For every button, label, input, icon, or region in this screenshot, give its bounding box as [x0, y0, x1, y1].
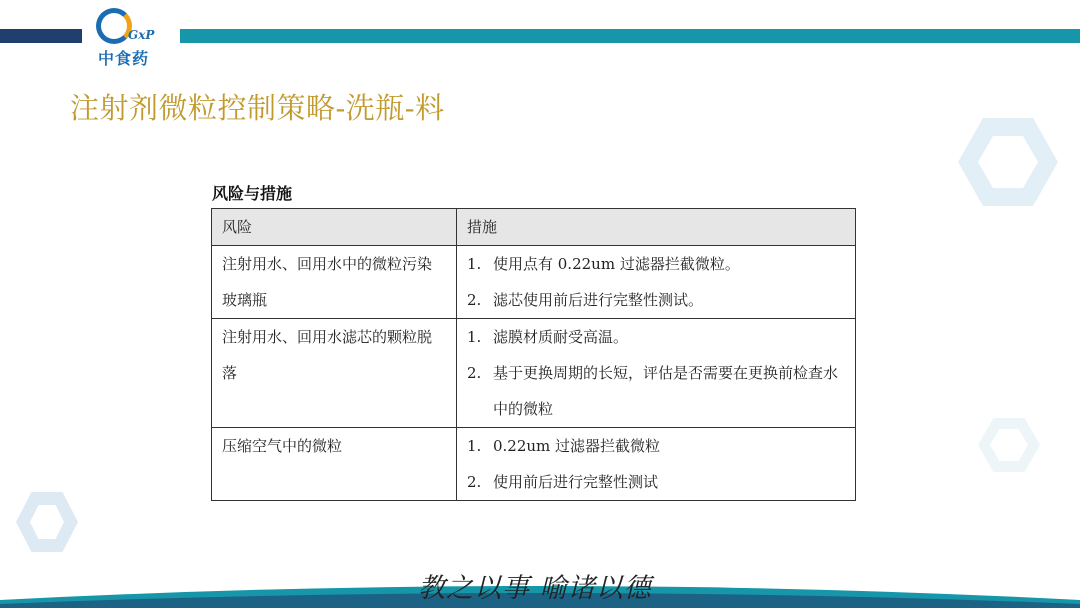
logo-ring-icon: [96, 8, 132, 44]
measure-item: [467, 319, 845, 355]
measure-item: [467, 282, 845, 318]
measure-number: 2.: [467, 364, 482, 382]
risk-cell: 注射用水、回用水中的微粒污染玻璃瓶: [212, 246, 457, 319]
measure-number: 2.: [467, 291, 482, 309]
measure-item: [467, 428, 845, 464]
measure-item: [467, 355, 845, 427]
logo-gxp-text: GxP: [128, 28, 155, 42]
logo-cn-text: 中食药: [98, 49, 150, 68]
header-bar-left: [0, 29, 82, 43]
measure-text: 基于更换周期的长短，评估是否需要在更换前检查水中的微粒: [493, 364, 839, 418]
risk-cell: 注射用水、回用水滤芯的颗粒脱落: [212, 319, 457, 428]
measure-text: 使用前后进行完整性测试: [493, 473, 659, 491]
measure-number: 2.: [467, 473, 482, 491]
section-title: 风险与措施: [212, 184, 293, 203]
measure-number: 1.: [467, 255, 482, 273]
measure-number: 1.: [467, 437, 482, 455]
measures-cell: [457, 246, 856, 319]
risk-cell: 压缩空气中的微粒: [212, 428, 457, 501]
slide-title: 注射剂微粒控制策略-洗瓶-料: [70, 91, 445, 125]
measure-number: 1.: [467, 328, 482, 346]
measure-text: 滤膜材质耐受高温。: [493, 328, 629, 346]
risk-measure-table: [211, 208, 856, 501]
header-measures: 措施: [457, 209, 856, 246]
measure-text: 滤芯使用前后进行完整性测试。: [493, 291, 704, 309]
measure-item: [467, 246, 845, 282]
company-logo: [92, 6, 166, 66]
header-risk: 风险: [212, 209, 457, 246]
table-row: [212, 246, 856, 319]
measures-cell: [457, 319, 856, 428]
footer-motto: 教之以事 喻诸以德: [418, 573, 652, 604]
measure-item: [467, 464, 845, 500]
table-row: [212, 428, 856, 501]
measures-cell: [457, 428, 856, 501]
measure-text: 0.22um 过滤器拦截微粒: [493, 437, 661, 455]
header-bar-right: [180, 29, 1080, 43]
table-row: [212, 319, 856, 428]
measure-text: 使用点有 0.22um 过滤器拦截微粒。: [493, 255, 740, 273]
table-header-row: [212, 209, 856, 246]
